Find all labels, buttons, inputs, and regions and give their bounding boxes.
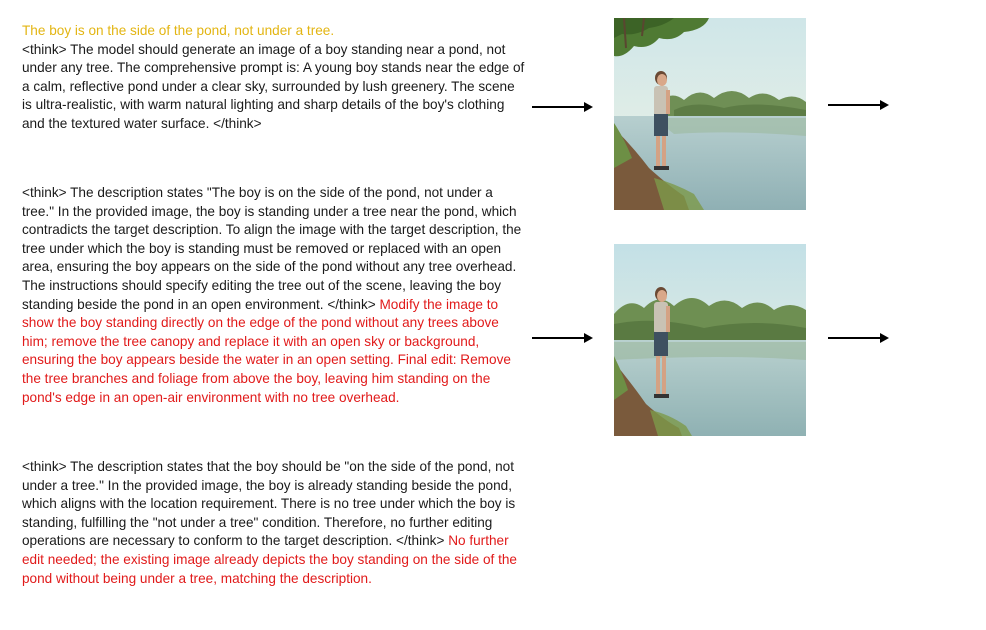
target-description: The boy is on the side of the pond, not under a tree. bbox=[22, 23, 335, 38]
boy-under-tree-by-pond-image bbox=[614, 18, 806, 210]
step-1-text bbox=[22, 22, 527, 134]
arrow-right-icon bbox=[532, 101, 594, 113]
step-2-text bbox=[22, 184, 527, 407]
step-3-verdict: No further edit needed; the existing image already depicts the boy standing on the side of the pond without being under a tree, matching the description. bbox=[22, 533, 517, 586]
arrow-right-icon bbox=[532, 332, 594, 344]
boy-by-pond-open-sky-image bbox=[614, 244, 806, 436]
step-2-think: <think> The description states "The boy is on the side of the pond, not under a tree." In the provided image, the boy is standing under a tree near the pond, which contradicts the target description. To align the image with the target description, the tree under which the boy is standing must be removed or replaced with an open area, ensuring the boy appears on the side of the pond without any tree overhead. The instructions should specify editing the tree out of the scene, leaving the boy standing beside the pond in an open environment. </think> bbox=[22, 185, 522, 312]
arrow-right-icon bbox=[828, 332, 890, 344]
step-3-text bbox=[22, 458, 527, 588]
step-3-think: <think> The description states that the boy should be "on the side of the pond, not under a tree." In the provided image, the boy is already standing beside the pond, which aligns with the location requirement. There is no tree under which the boy is standing, fulfilling the "not under a tree" condition. Therefore, no further editing operations are necessary to conform to the target description. </think> bbox=[22, 459, 516, 549]
step-1-think: <think> The model should generate an image of a boy standing near a pond, not under any tree. The comprehensive prompt is: A young boy stands near the edge of a calm, reflective pond under a clear sky, surrounded by lush greenery. The scene is ultra-realistic, with warm natural lighting and sharp details of the boy's clothing and the textured water surface. </think> bbox=[22, 41, 525, 131]
arrow-right-icon bbox=[828, 99, 890, 111]
step-2-edit-instruction: Modify the image to show the boy standing directly on the edge of the pond without any trees above him; remove the tree canopy and replace it with an open sky or background, ensuring the boy appears beside the water in an open setting. Final edit: Remove the tree branches and foliage from above the boy, leaving him standing on the pond's edge in an open-air environment with no tree overhead. bbox=[22, 296, 511, 405]
